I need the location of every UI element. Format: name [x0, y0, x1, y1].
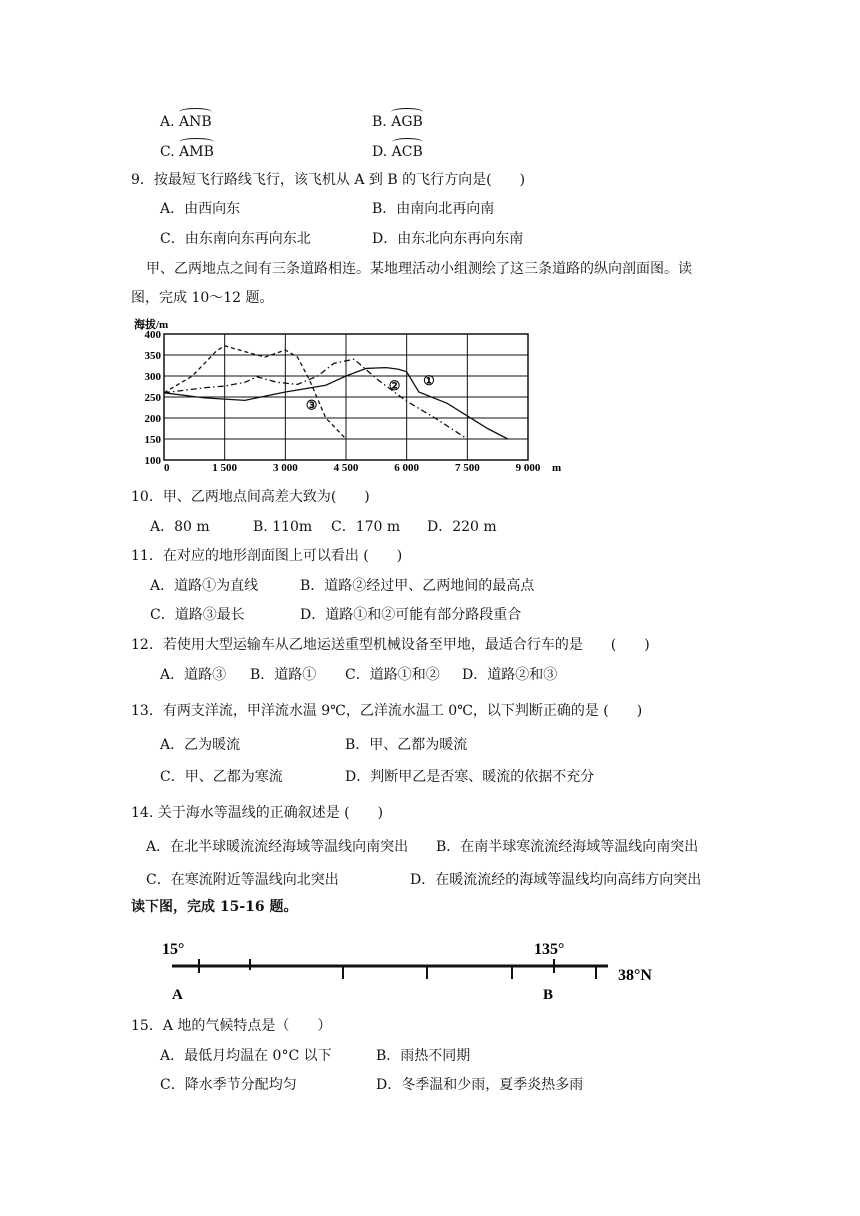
- q10-option-d: D．220 m: [427, 519, 497, 535]
- q8-option-c-arc: AMB: [179, 140, 214, 161]
- q8-option-d-arc: ACB: [392, 140, 423, 161]
- q8-option-b: [372, 110, 423, 131]
- q8-option-d: [372, 140, 423, 161]
- q12-option-b: B．道路①: [250, 667, 317, 683]
- q8-option-b-prefix: B.: [372, 114, 392, 130]
- road-label-2: ②: [388, 378, 401, 394]
- x-tick-label: 4 500: [333, 462, 359, 474]
- q15-stem: 15．A 地的气候特点是（ ）: [131, 1018, 332, 1034]
- q13-stem: 13．有两支洋流，甲洋流水温 9℃，乙洋流水温工 0℃，以下判断正确的是 ( ): [131, 703, 643, 719]
- q10-option-c: C．170 m: [331, 519, 401, 535]
- q13-option-a: A．乙为暖流: [160, 737, 241, 753]
- y-tick-label: 200: [144, 413, 161, 425]
- q10-option-b: B. 110m: [253, 519, 313, 535]
- q8-option-c: [160, 140, 214, 161]
- q15-option-b: B．雨热不同期: [376, 1048, 471, 1064]
- road-label-3: ③: [305, 397, 318, 413]
- right-longitude-label: 135°: [534, 941, 565, 958]
- q10-stem: 10．甲、乙两地点间高差大致为( ): [131, 489, 370, 505]
- q13-option-d: D．判断甲乙是否寒、暖流的依据不充分: [345, 769, 595, 785]
- y-tick-label: 150: [144, 434, 161, 446]
- q12-option-a: A．道路③: [160, 667, 227, 683]
- q11-option-d: D．道路①和②可能有部分路段重合: [300, 607, 522, 623]
- chart-grid: [164, 334, 528, 460]
- q9-stem: 9．按最短飞行路线飞行，该飞机从 A 到 B 的飞行方向是( ): [131, 172, 526, 188]
- x-tick-label: 7 500: [454, 462, 480, 474]
- q9-option-a: A．由西向东: [160, 201, 241, 217]
- x-tick-label: 0: [164, 462, 170, 474]
- q9-option-c: C．由东南向东再向东北: [160, 231, 311, 247]
- road-profile-chart: [130, 314, 570, 476]
- y-tick-label: 350: [144, 350, 161, 362]
- q14-option-d: D．在暖流流经的海域等温线均向高纬方向突出: [410, 872, 702, 888]
- left-longitude-label: 15°: [162, 941, 185, 958]
- q13-option-b: B．甲、乙都为暖流: [345, 737, 468, 753]
- q12-stem: 12．若使用大型运输车从乙地运送重型机械设备至甲地，最适合行车的是 ( ): [131, 637, 650, 653]
- y-tick-label: 300: [144, 371, 161, 383]
- q15-option-d: D．冬季温和少雨，夏季炎热多雨: [376, 1077, 584, 1093]
- x-tick-label: 1 500: [212, 462, 238, 474]
- q8-option-a: [160, 110, 212, 131]
- intro-10-12-line1: 甲、乙两地点之间有三条道路相连。某地理活动小组测绘了这三条道路的纵向剖面图。读: [146, 261, 692, 277]
- y-tick-label: 100: [144, 455, 161, 467]
- q11-stem: 11．在对应的地形剖面图上可以看出 ( ): [131, 548, 403, 564]
- q10-option-a: A．80 m: [150, 519, 210, 535]
- q15-option-c: C．降水季节分配均匀: [160, 1077, 297, 1093]
- q8-option-a-arc: ANB: [179, 110, 212, 131]
- point-b-label: B: [543, 987, 554, 1003]
- q8-option-a-prefix: A.: [160, 114, 180, 130]
- q12-option-d: D．道路②和③: [462, 667, 558, 683]
- q15-option-a: A．最低月均温在 0°C 以下: [160, 1048, 332, 1064]
- latitude-line-figure: [150, 930, 690, 1010]
- x-tick-label: 6 000: [394, 462, 420, 474]
- q14-stem: 14. 关于海水等温线的正确叙述是 ( ): [131, 805, 384, 821]
- q14-option-b: B．在南半球寒流流经海域等温线向南突出: [436, 839, 699, 855]
- q11-option-c: C．道路③最长: [150, 607, 245, 623]
- x-tick-label: 9 000: [515, 462, 541, 474]
- q11-option-a: A．道路①为直线: [150, 578, 259, 594]
- q14-option-c: C．在寒流附近等温线向北突出: [146, 872, 339, 888]
- chart-labels: [134, 317, 561, 474]
- road-line-3: [164, 346, 346, 439]
- y-axis-label: 海拔/m: [134, 319, 169, 331]
- q12-option-c: C．道路①和②: [345, 667, 440, 683]
- q8-option-c-prefix: C.: [160, 144, 180, 160]
- q13-option-c: C．甲、乙都为寒流: [160, 769, 283, 785]
- intro-15-16: 读下图，完成 15-16 题。: [131, 899, 298, 915]
- q11-option-b: B．道路②经过甲、乙两地间的最高点: [300, 578, 535, 594]
- road-line-1: [164, 368, 508, 439]
- road-label-1: ①: [423, 373, 435, 389]
- q9-option-d: D．由东北向东再向东南: [372, 231, 524, 247]
- q8-option-d-prefix: D.: [372, 144, 392, 160]
- point-a-label: A: [172, 987, 183, 1003]
- latitude-label: 38°N: [618, 967, 652, 984]
- q14-option-a: A．在北半球暖流流经海域等温线向南突出: [146, 839, 409, 855]
- q9-option-b: B．由南向北再向南: [372, 201, 495, 217]
- x-axis-unit: m: [552, 462, 562, 474]
- x-tick-label: 3 000: [272, 462, 298, 474]
- y-tick-label: 400: [144, 329, 161, 341]
- q8-option-b-arc: AGB: [391, 110, 423, 131]
- y-tick-label: 250: [144, 392, 161, 404]
- intro-10-12-line2: 图，完成 10～12 题。: [131, 290, 274, 306]
- chart-series: [164, 346, 508, 439]
